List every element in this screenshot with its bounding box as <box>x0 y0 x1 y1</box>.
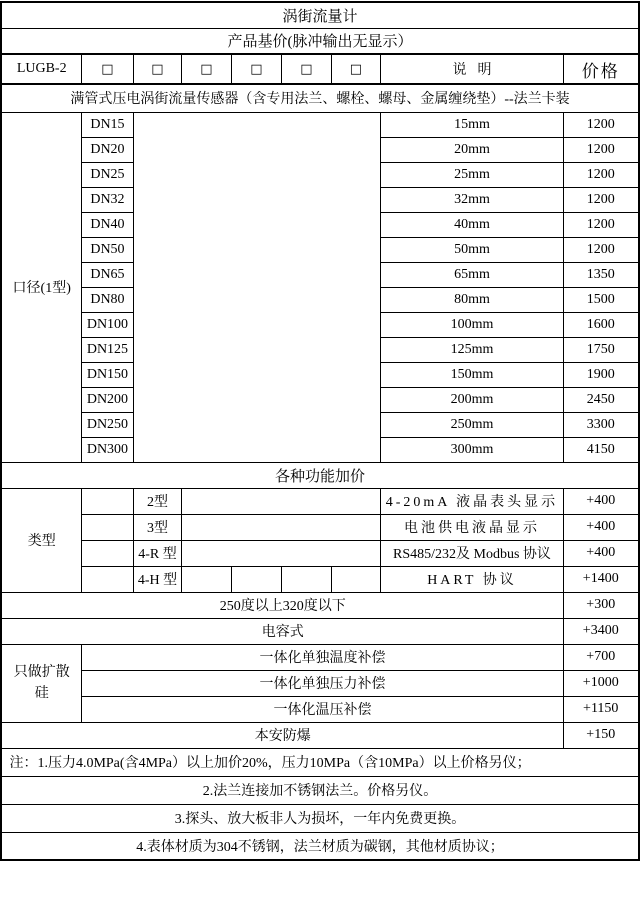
price-header: 价格 <box>563 54 638 84</box>
sensor-description: 满管式压电涡街流量传感器（含专用法兰、螺栓、螺母、金属缠绕垫）--法兰卡装 <box>1 84 638 112</box>
model-cell: LUGB-2 <box>1 54 81 84</box>
option-checkbox-1[interactable] <box>81 54 133 84</box>
price-cell: 1200 <box>563 137 638 162</box>
note-row <box>1 776 638 804</box>
empty-cell <box>331 566 380 592</box>
price-cell: +400 <box>563 488 638 514</box>
option-desc-cell: 250度以上320度以下 <box>1 592 563 618</box>
dn-cell: DN125 <box>81 337 133 362</box>
addons-section-title: 各种功能加价 <box>1 462 638 488</box>
dn-cell: DN25 <box>81 162 133 187</box>
silicon-section-label: 只做扩散硅 <box>1 644 81 722</box>
note-text: 4.表体材质为304不锈钢，法兰材质为碳钢，其他材质协议； <box>1 832 638 860</box>
size-cell: 32mm <box>380 187 563 212</box>
description-header: 说明 <box>380 54 563 84</box>
dn-cell: DN300 <box>81 437 133 462</box>
price-cell: +400 <box>563 540 638 566</box>
dn-cell: DN200 <box>81 387 133 412</box>
price-cell: +1150 <box>563 696 638 722</box>
price-cell: 1900 <box>563 362 638 387</box>
option-checkbox-3[interactable] <box>181 54 231 84</box>
empty-cell <box>181 488 380 514</box>
option-checkbox-5[interactable] <box>281 54 331 84</box>
size-cell: 250mm <box>380 412 563 437</box>
silicon-row <box>1 644 638 670</box>
capacitive-row <box>1 618 638 644</box>
base-price-subtitle: 产品基价(脉冲输出无显示） <box>1 28 638 54</box>
price-cell: 1500 <box>563 287 638 312</box>
dn-cell: DN80 <box>81 287 133 312</box>
silicon-row <box>1 696 638 722</box>
type-desc-cell: 电池供电液晶显示 <box>380 514 563 540</box>
size-cell: 125mm <box>380 337 563 362</box>
empty-cell <box>81 540 133 566</box>
empty-cell <box>81 488 133 514</box>
diameter-section-label: 口径(1型) <box>1 112 81 462</box>
checkbox-icon: □ <box>200 61 213 77</box>
size-cell: 50mm <box>380 237 563 262</box>
checkbox-icon: □ <box>151 61 164 77</box>
price-cell: 1200 <box>563 162 638 187</box>
page-title: 涡街流量计 <box>1 2 638 28</box>
price-cell: 1600 <box>563 312 638 337</box>
price-cell: 1750 <box>563 337 638 362</box>
type-name-cell: 2型 <box>133 488 181 514</box>
checkbox-icon: □ <box>300 61 313 77</box>
size-cell: 150mm <box>380 362 563 387</box>
empty-cell <box>81 514 133 540</box>
note-row <box>1 748 638 776</box>
price-cell: +700 <box>563 644 638 670</box>
size-cell: 15mm <box>380 112 563 137</box>
type-section-label: 类型 <box>1 488 81 592</box>
option-desc-cell: 一体化单独压力补偿 <box>81 670 563 696</box>
type-desc-cell: 4-20mA 液晶表头显示 <box>380 488 563 514</box>
dn-cell: DN250 <box>81 412 133 437</box>
price-cell: 1200 <box>563 187 638 212</box>
option-checkbox-6[interactable] <box>331 54 380 84</box>
type-name-cell: 4-H 型 <box>133 566 181 592</box>
price-cell: +3400 <box>563 618 638 644</box>
type-row <box>1 488 638 514</box>
note-text: 3.探头、放大板非人为损坏，一年内免费更换。 <box>1 804 638 832</box>
dn-cell: DN20 <box>81 137 133 162</box>
dn-cell: DN150 <box>81 362 133 387</box>
option-desc-cell: 一体化单独温度补偿 <box>81 644 563 670</box>
size-cell: 25mm <box>380 162 563 187</box>
price-cell: 2450 <box>563 387 638 412</box>
dn-cell: DN40 <box>81 212 133 237</box>
type-row <box>1 540 638 566</box>
note-row <box>1 804 638 832</box>
note-text: 2.法兰连接加不锈钢法兰。价格另仪。 <box>1 776 638 804</box>
size-cell: 65mm <box>380 262 563 287</box>
type-desc-cell: RS485/232及 Modbus 协议 <box>380 540 563 566</box>
price-cell: 1200 <box>563 112 638 137</box>
price-cell: 1200 <box>563 237 638 262</box>
price-cell: +1000 <box>563 670 638 696</box>
size-cell: 40mm <box>380 212 563 237</box>
price-cell: +1400 <box>563 566 638 592</box>
note-text: 注：1.压力4.0MPa(含4MPa）以上加价20%，压力10MPa（含10MPa）以上价格另仪； <box>1 748 638 776</box>
flowmeter-price-table <box>0 1 639 861</box>
dn-cell: DN32 <box>81 187 133 212</box>
temperature-row <box>1 592 638 618</box>
option-desc-cell: 本安防爆 <box>1 722 563 748</box>
dn-cell: DN15 <box>81 112 133 137</box>
checkbox-icon: □ <box>349 61 363 77</box>
price-cell: 3300 <box>563 412 638 437</box>
price-cell: +300 <box>563 592 638 618</box>
empty-cell <box>181 514 380 540</box>
dn-cell: DN65 <box>81 262 133 287</box>
size-cell: 80mm <box>380 287 563 312</box>
price-cell: +400 <box>563 514 638 540</box>
type-name-cell: 3型 <box>133 514 181 540</box>
option-checkbox-4[interactable] <box>231 54 281 84</box>
empty-cell <box>281 566 331 592</box>
size-cell: 100mm <box>380 312 563 337</box>
size-cell: 200mm <box>380 387 563 412</box>
option-desc-cell: 一体化温压补偿 <box>81 696 563 722</box>
checkbox-icon: □ <box>101 61 114 77</box>
silicon-row <box>1 670 638 696</box>
type-row <box>1 566 638 592</box>
option-desc-cell: 电容式 <box>1 618 563 644</box>
empty-cell <box>231 566 281 592</box>
option-checkbox-2[interactable] <box>133 54 181 84</box>
size-cell: 300mm <box>380 437 563 462</box>
dn-cell: DN50 <box>81 237 133 262</box>
safety-row <box>1 722 638 748</box>
size-cell: 20mm <box>380 137 563 162</box>
checkbox-icon: □ <box>250 61 263 77</box>
dn-cell: DN100 <box>81 312 133 337</box>
diameter-row <box>1 112 638 137</box>
price-cell: 1200 <box>563 212 638 237</box>
price-cell: +150 <box>563 722 638 748</box>
empty-cell <box>181 566 231 592</box>
type-row <box>1 514 638 540</box>
empty-cell <box>81 566 133 592</box>
type-name-cell: 4-R 型 <box>133 540 181 566</box>
diameter-empty-cell <box>133 112 380 462</box>
empty-cell <box>181 540 380 566</box>
price-cell: 4150 <box>563 437 638 462</box>
price-cell: 1350 <box>563 262 638 287</box>
type-desc-cell: HART 协议 <box>380 566 563 592</box>
note-row <box>1 832 638 860</box>
